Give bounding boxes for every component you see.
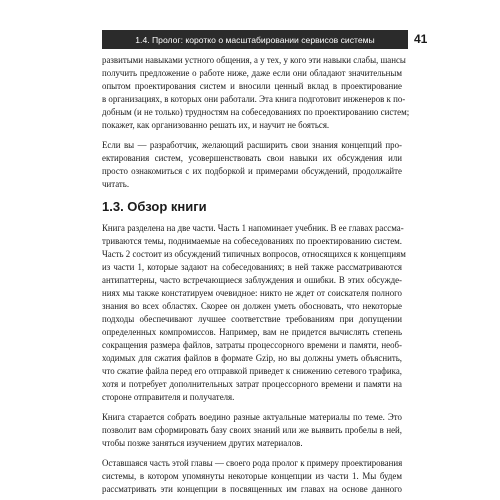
body-line: определенных компромиссов. Например, вам не придется вычислять степень	[102, 327, 402, 337]
body-line: Оставшаяся часть этой главы — своего рода пролог к примеру проектирования	[102, 458, 403, 468]
section-heading: 1.3. Обзор книги	[102, 199, 207, 214]
body-line: Если вы — разработчик, желающий расширить свои знания концепций про-	[102, 140, 402, 150]
body-line: подходы обеспечивают лучшее соответствие требованиям при допущении	[102, 314, 402, 324]
body-line: читать.	[102, 179, 130, 189]
body-line: Книга старается собрать воедино разные актуальные материалы по теме. Это	[102, 412, 402, 422]
body-line: покажет, как организованно решать их, и научит не бояться.	[102, 120, 330, 130]
body-line: знания во всех областях. Скорее он должен уметь обосновать, что некоторые	[102, 301, 402, 311]
body-line: позволит вам сформировать базу своих знаний или же выявить пробелы в ней,	[102, 425, 402, 435]
body-line: ходимых для сжатия файлов в формате Gzip, но вы должны уметь объяснить,	[102, 353, 402, 363]
body-line: чтобы позже заняться изучением других материалов.	[102, 438, 303, 448]
body-line: опытом проектирования систем и вносили ценный вклад в проектирование	[102, 81, 402, 91]
body-line: Часть 2 состоит из обсуждений типичных вопросов, относящихся к концепциям	[102, 249, 406, 259]
body-line: стороне отправителя и получателя.	[102, 392, 235, 402]
running-header-title: 1.4. Пролог: коротко о масштабировании сервисов системы	[135, 34, 375, 45]
body-line: Книга разделена на две части. Часть 1 напоминает учебник. В ее главах рассма-	[102, 223, 404, 233]
body-line: антипаттерны, часто встречающиеся заблуждения и ошибки. В этих обсужде-	[102, 275, 402, 285]
page-number: 41	[414, 32, 428, 46]
body-line: рассматривать эти концепции в посвященных им главах на основе данного	[102, 484, 402, 494]
body-line: ектирования систем, усовершенствовать свои навыки их обсуждения или	[102, 153, 402, 163]
body-line: из части 1, которые задают на собеседованиях; в ней также рассматриваются	[102, 262, 402, 272]
body-line: системы, в котором упомянуты некоторые концепции из части 1. Мы будем	[102, 471, 402, 481]
body-line: развитыми навыками устного общения, а у тех, у кого эти навыки слабы, шансы	[102, 55, 406, 65]
running-header	[102, 30, 408, 49]
body-line: хотя и потребует дополнительных затрат процессорного времени и памяти на	[102, 379, 402, 389]
body-line: что сжатие файла перед его отправкой приведет к снижению сетевого трафика,	[102, 366, 402, 376]
body-line: сокращения размера файлов, затраты процессорного времени и памяти, необ-	[102, 340, 402, 350]
body-line: в организациях, в которых они работали. Эта книга подготовит инженеров к по-	[102, 94, 406, 104]
body-line: ниях мы также констатируем очевидное: никто не ждет от соискателя полного	[102, 288, 402, 298]
body-line: добным (и не только) трудностям на собеседованиях по проектированию систем;	[102, 107, 410, 117]
body-line: просто ознакомиться с их подборкой и примерами обсуждений, продолжайте	[102, 166, 402, 176]
body-line: триваются темы, поднимаемые на собеседованиях по проектированию систем.	[102, 236, 402, 246]
body-line: получить предложение о работе ниже, даже если они обладают значительным	[102, 68, 402, 78]
